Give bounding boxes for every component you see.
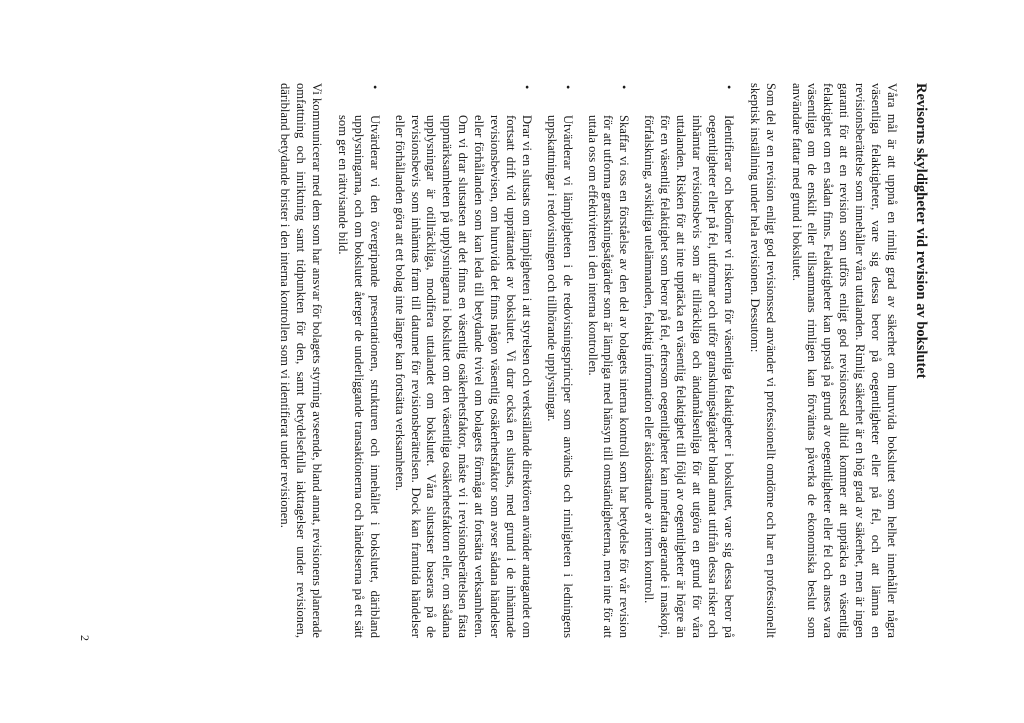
bullet-icon: •: [519, 85, 534, 90]
document-body: [266, 83, 930, 638]
list-item: [543, 85, 575, 638]
list-item-text: Utvärderar vi lämpligheten i de redovisningsprinciper som används och rimligheten i ledningens uppskattningar i redovisningen och tillhörande upplysningar.: [544, 115, 575, 638]
list-item: [584, 85, 632, 638]
lead-paragraph: Som del av en revision enligt god revisionssed använder vi professionellt omdöme och har en professionellt skeptisk inställning under hela revisionen. Dessutom:: [747, 83, 778, 638]
page-number: 2: [78, 635, 92, 641]
bullet-icon: •: [367, 85, 382, 90]
list-item-text: Drar vi en slutsats om lämpligheten i att styrelsen och verkställande direktören använder antagandet om fortsatt drift vid upprättandet av bokslutet. Vi drar också en slutsats, med grund i de inhämtade revisionsbevisen, om huruvida det finns någon väsentlig osäkerhetsfaktor som avser sådana händelser eller förhållanden som kan leda till betydande tvivel om bolagets förmåga att fortsätta verksamheten. Om vi drar slutsatsen att det finns en väsentlig osäkerhetsfaktor, måste vi i revisionsberättelsen fästa uppmärksamheten på upplysningarna i bokslutet om den väsentliga osäkerhetsfaktorn eller, om sådana upplysningar är otillräckliga, modifiera uttalandet om bokslutet. Våra slutsatser baseras på de revisionsbevis som inhämtas fram till datumet för revisionsberättelsen. Dock kan framtida händelser eller förhållanden göra att ett bolag inte längre kan fortsätta verksamheten.: [392, 115, 534, 638]
bullet-list: [334, 83, 736, 638]
list-item-text: Identifierar och bedömer vi riskerna för väsentliga felaktigheter i bokslutet, vare sig dessa beror på oegentligheter eller på fel, utformar och utför granskningsåtgärder bland annat utifrån dessa risker och inhämtar revisionsbevis som är tillräckliga och ändamålsenliga för att utgöra en grund för våra uttalanden. Risken för att inte upptäcka en väsentlig felaktighet till följd av oegentligheter är högre än för en väsentlig felaktighet som beror på fel, eftersom oegentligheter kan innefatta agerande i maskopi, förfalskning, avsiktliga utelämnanden, felaktig information eller åsidosättande av intern kontroll.: [642, 115, 736, 638]
closing-paragraph: Vi kommunicerar med dem som har ansvar för bolagets styrning avseende, bland annat, revisionens planerade omfattning och inriktning samt tidpunkten för den, samt betydelsefulla iakttagelser under revisionen, däribland betydande brister i den interna kontrollen som vi identifierat under revisionen.: [278, 83, 324, 638]
section-heading: Revisorns skyldigheter vid revision av bokslutet: [913, 83, 929, 379]
bullet-icon: •: [560, 85, 575, 90]
list-item: [391, 85, 534, 638]
bullet-icon: •: [617, 85, 632, 90]
list-item-text: Skaffar vi oss en förståelse av den del av bolagets interna kontroll som har betydelse för vår revision för att utforma granskningsåtgärder som är lämpliga med hänsyn till omständigheterna, men inte för att uttala oss om effektiviteten i den interna kontrollen.: [585, 115, 632, 638]
list-item: [640, 85, 736, 638]
intro-paragraph: Våra mål är att uppnå en rimlig grad av säkerhet om huruvida bokslutet som helhet innehåller några väsentliga felaktigheter, vare sig dessa beror på oegentligheter eller på fel, och att lämna en revisionsberättelse som innehåller våra uttalanden. Rimlig säkerhet är en hög grad av säkerhet, men är ingen garanti för att en revision som utförs enligt god revisionssed alltid kommer att upptäcka en väsentlig felaktighet om en sådan finns. Felaktigheter kan uppstå på grund av oegentligheter eller fel och anses vara väsentliga om de enskilt eller tillsammans rimligen kan förväntas påverka de ekonomiska beslut som användare fattar med grund i bokslutet.: [789, 83, 899, 638]
bullet-icon: •: [721, 85, 736, 90]
list-item-text: Utvärderar vi den övergripande presentationen, strukturen och innehållet i bokslutet, däribland upplysningarna, och om bokslutet återger de underliggande transaktionerna och händelserna på ett sätt som ger en rättvisande bild.: [335, 115, 382, 638]
list-item: [334, 85, 382, 638]
